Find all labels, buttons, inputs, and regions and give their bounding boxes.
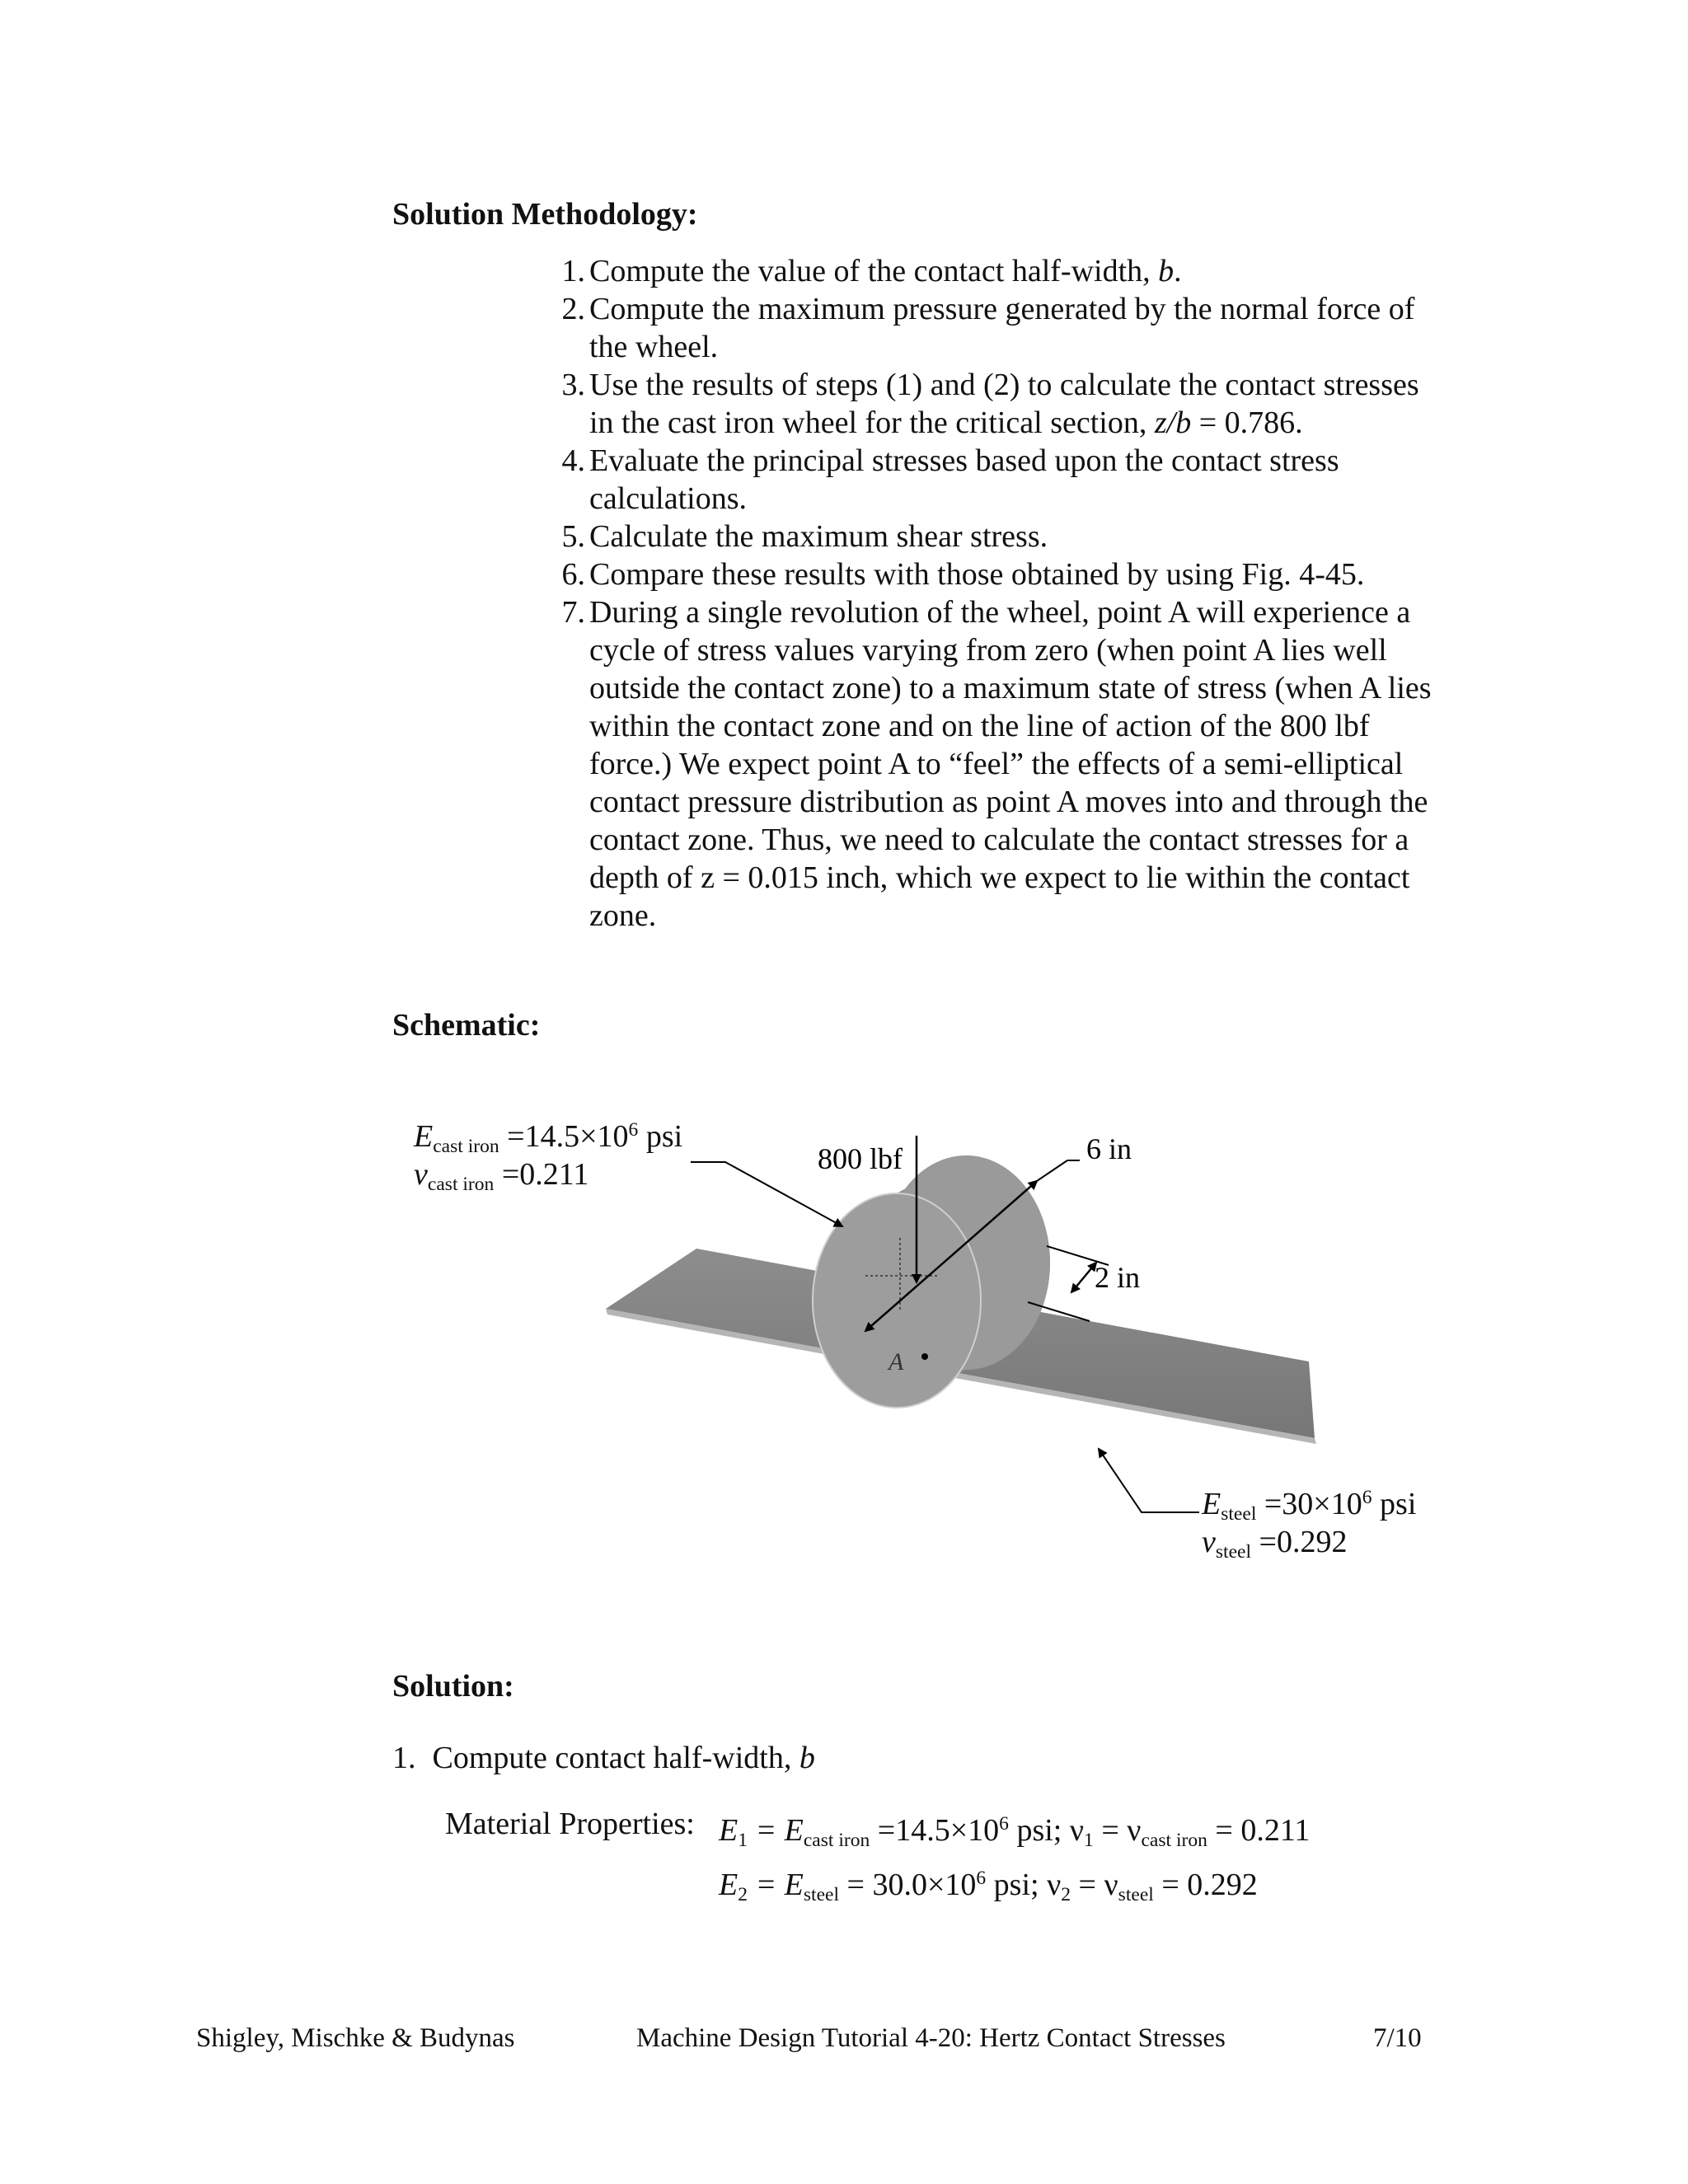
methodology-heading: Solution Methodology: (392, 197, 698, 232)
schematic-heading: Schematic: (392, 1008, 541, 1043)
step-text: During a single revolution of the wheel, point A will experience a cycle of stress values varying from zero (when point A lies well outside the contact zone) to a maximum state of stress (when A lies within the contact zone and on the line of action of the 800 lbf force.) We expect point A to “feel” the effects of a semi-elliptical contact pressure distribution as point A moves into and through the contact zone. Thus, we need to calculate the contact stresses for a depth of z = 0.015 inch, which we expect to lie within the contact zone. (589, 595, 1432, 933)
point-a-marker (921, 1353, 928, 1360)
solution-step-1: 1. Compute contact half-width, b (392, 1741, 815, 1775)
width-dimension (1071, 1263, 1096, 1292)
footer-title: Machine Design Tutorial 4-20: Hertz Contact Stresses (636, 2023, 1226, 2053)
point-a-label: A (889, 1348, 904, 1376)
steel-modulus: $E_{steel} =30\times 10^6$ psi (1202, 1486, 1417, 1526)
material-line-2: $E_2 = E_{steel} = 30.0\times 10^6$ psi; $\nu_2 = \nu_{steel} = 0.292$ (719, 1867, 1258, 1906)
step-emphasis: b (1158, 254, 1175, 288)
material-line-1: $E_1 = E_{cast iron} =14.5\times 10^6$ psi; $\nu_1 = \nu_{cast iron} = 0.211$ (719, 1812, 1311, 1852)
step-text: Use the results of steps (1) and (2) to calculate the contact stresses in the cast iron wheel for the critical section, (589, 368, 1419, 440)
step-text: Calculate the maximum shear stress. (589, 519, 1048, 554)
steel-leader (1099, 1449, 1199, 1512)
steel-poisson: $\nu_{steel} =0.292$ (1202, 1525, 1348, 1563)
solution-heading: Solution: (392, 1669, 514, 1704)
step-text-end: = 0.786. (1191, 405, 1303, 440)
step-text: Compute the maximum pressure generated by the normal force of the wheel. (589, 292, 1415, 364)
step-text-end: . (1174, 254, 1182, 288)
width-label: 2 in (1095, 1261, 1141, 1294)
cast-iron-modulus: $E_{cast iron} =14.5\times 10^6$ psi (414, 1118, 683, 1158)
step-text: Evaluate the principal stresses based upon the contact stress calculations. (589, 443, 1339, 516)
schematic-figure (0, 1071, 1688, 1582)
footer-authors: Shigley, Mischke & Budynas (196, 2023, 515, 2053)
page-number: 7/10 (1373, 2023, 1422, 2053)
material-properties-label: Material Properties: (445, 1807, 695, 1841)
step-text: Compute the value of the contact half-width, (589, 254, 1159, 288)
step-emphasis: z/b (1154, 405, 1192, 440)
step-number: 2. (561, 292, 585, 326)
cast-iron-poisson: $\nu_{cast iron} =0.211$ (414, 1157, 589, 1196)
step-number: 5. (561, 519, 585, 554)
step-number: 1. (561, 254, 585, 288)
step-number: 7. (561, 595, 585, 630)
step-number: 3. (561, 368, 585, 402)
step-number: 6. (561, 557, 585, 592)
diameter-label: 6 in (1086, 1132, 1132, 1165)
step-text: Compare these results with those obtained by using Fig. 4-45. (589, 557, 1365, 592)
step-number: 4. (561, 443, 585, 478)
force-label: 800 lbf (818, 1142, 903, 1175)
